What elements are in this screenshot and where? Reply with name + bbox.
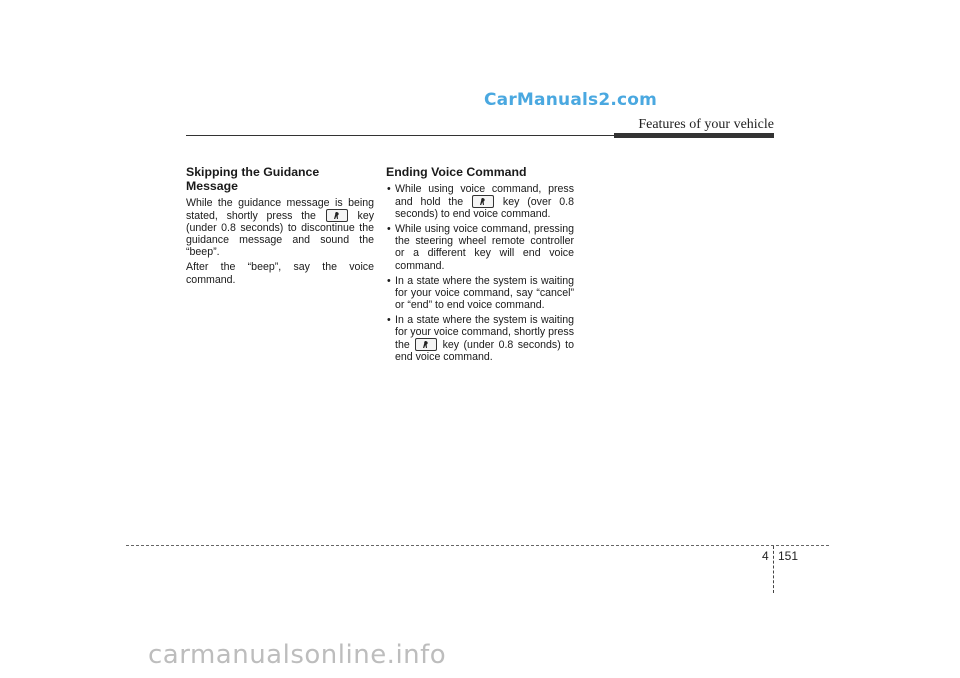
header-block (614, 133, 774, 138)
left-column (186, 165, 374, 289)
section-heading-skipping: Skipping the Guidance Message (186, 165, 320, 193)
bullet-list (386, 183, 574, 363)
paragraph-text: While the guidance message is being stated, shortly press the (186, 197, 374, 223)
list-item: • In a state where the system is waiting for your voice command, say “cancel” or “end” to end voice command. (386, 275, 574, 311)
list-item (386, 314, 574, 363)
section-heading-ending: Ending Voice Command (386, 165, 527, 179)
bullet-text: In a state where the system is waiting for your voice command, shortly press the (395, 313, 574, 352)
bullet-text: key (under 0.8 seconds) to end voice command. (395, 339, 574, 364)
paragraph-after-beep: After the “beep”, say the voice command. (186, 261, 374, 286)
talk-key-icon (472, 195, 494, 208)
talk-key-icon (415, 338, 437, 351)
watermark-carmanuals2: CarManuals2.com (484, 90, 658, 110)
header-title: Features of your vehicle (638, 117, 774, 132)
watermark-carmanualsonline: carmanualsonline.info (148, 640, 447, 670)
page-number: 151 (778, 549, 799, 563)
bullet-text: While using voice command, press and hold the (395, 183, 574, 209)
right-column (386, 165, 574, 366)
paragraph-text: key (under 0.8 seconds) to discontinue the guidance message and sound the “beep”. (186, 210, 375, 259)
footer-rule (126, 545, 829, 546)
talk-key-icon (326, 209, 348, 222)
section-number: 4 (762, 549, 769, 563)
list-item (386, 183, 574, 220)
page-divider (773, 546, 774, 593)
list-item: • While using voice command, pressing the steering wheel remote controller or a different key will end voice command. (386, 223, 574, 271)
paragraph-skipping (186, 197, 374, 258)
bullet-text: key (over 0.8 seconds) to end voice command. (395, 196, 574, 221)
